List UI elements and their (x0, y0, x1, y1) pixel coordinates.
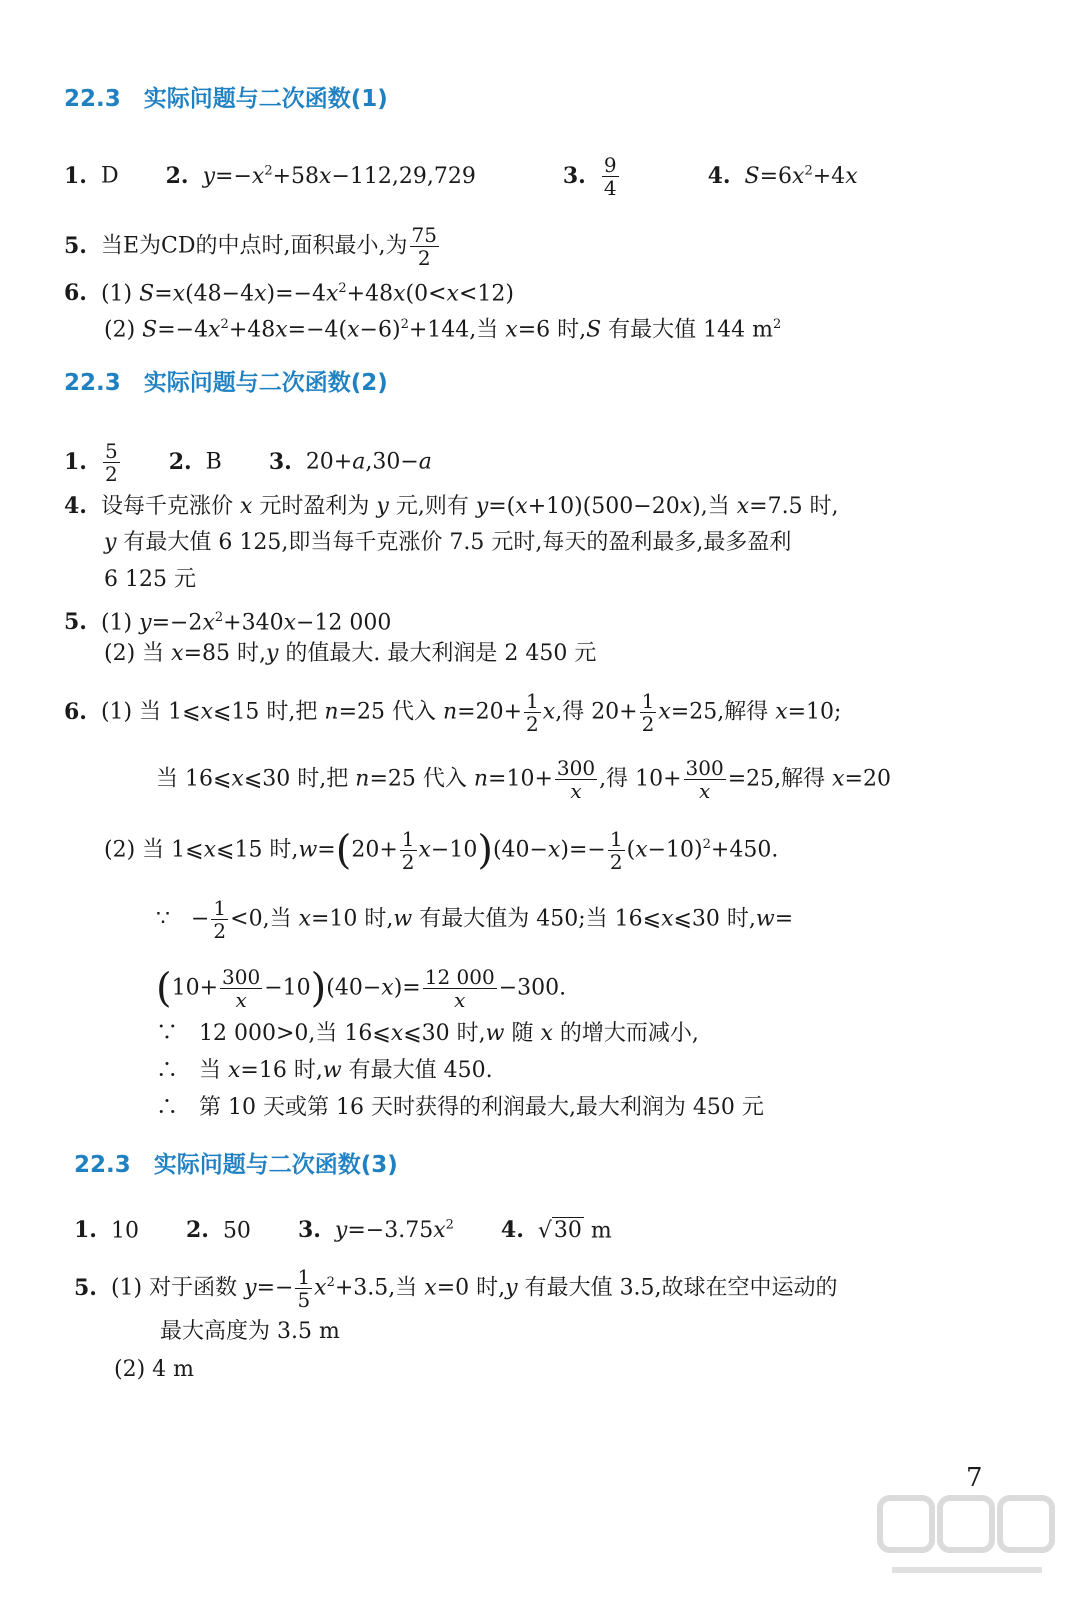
answer: B (205, 449, 222, 475)
answer-s3-q5-2: (2) 4 m (114, 1357, 195, 1382)
page-number: 7 (966, 1463, 983, 1493)
q-number: 5. (64, 609, 87, 636)
fraction: $\frac{9}{4}$ (603, 153, 617, 200)
section-title-3: 22.3 实际问题与二次函数(3) (74, 1152, 398, 1178)
answer-s2-q6-2a: (2) 当 1⩽x⩽15 时,w=(20+ $\frac{1}{2}$ x−10)(40−x)=− $\frac{1}{2}$ $(x-10)^2+450$. (104, 827, 779, 874)
q-number: 5. (64, 232, 87, 259)
answer: 20+a,30−a (305, 449, 432, 475)
answer-text: 当E为CD的中点时,面积最小,为 (100, 233, 408, 259)
q-number: 2. (185, 1217, 209, 1244)
answer: D (100, 163, 119, 189)
answer-s2-q6-2d: ∵ 12 000>0,当 16⩽x⩽30 时,w 随 x 的增大而减小, (156, 1021, 699, 1046)
q-number: 5. (74, 1274, 97, 1301)
answer-s3-q5-1b: 最大高度为 3.5 m (160, 1319, 340, 1344)
q-number: 3. (268, 448, 292, 475)
answer-s2-q6-1b: 当 16⩽x⩽30 时,把 n=25 代入 n=10+ $\frac{300}{x}$ ,得 10+ $\frac{300}{x}$ =25,解得 x=20 (156, 756, 891, 803)
watermark-logo-icon (872, 1490, 1062, 1590)
q-number: 1. (74, 1217, 97, 1244)
answer: 10 (110, 1218, 139, 1244)
answer-s2-q4-line2: y 有最大值 6 125,即当每千克涨价 7.5 元时,每天的盈利最多,最多盈利 (104, 530, 792, 555)
answers-s1-row1 (64, 154, 858, 199)
answer: $y=-3.75x^2$ (334, 1218, 454, 1244)
answer-s2-q6-2c: (10+ $\frac{300}{x}$ −10)(40−x)= $\frac{12 000}{x}$ −300. (156, 965, 567, 1012)
q-number: 6. (64, 698, 87, 725)
fraction: $\frac{75}{2}$ (411, 223, 437, 270)
answer-s2-q6-1a: 6. (1) 当 1⩽x⩽15 时,把 n=25 代入 n=20+ $\frac{1}{2}$ x,得 20+ $\frac{1}{2}$ x=25,解得 x=10; (64, 689, 842, 736)
answer-s2-q6-2e: ∴ 当 x=16 时,w 有最大值 450. (156, 1058, 493, 1083)
answer-s3-q5-1a: 5. (1) 对于函数 y=− $\frac{1}{5}$ $x^2+3.5$,当 x=0 时,y 有最大值 3.5,故球在空中运动的 (74, 1265, 838, 1312)
answer: $y=-x^2+58x-112,29,729$ (202, 163, 476, 189)
section-title-1: 22.3 实际问题与二次函数(1) (64, 86, 388, 112)
answer-s2-q4-line3: 6 125 元 (104, 567, 196, 592)
answer-s2-q6-2b: ∵ − $\frac{1}{2}$ <0,当 x=10 时,w 有最大值为 450;当 16⩽x⩽30 时,w= (156, 896, 794, 943)
q-number: 6. (64, 280, 87, 307)
answer: $S=6x^2+4x$ (744, 163, 858, 189)
section-title-2: 22.3 实际问题与二次函数(2) (64, 370, 388, 396)
q-number: 3. (297, 1217, 321, 1244)
answer-s2-q6-2f: ∴ 第 10 天或第 16 天时获得的利润最大,最大利润为 450 元 (156, 1095, 764, 1120)
answer-s2-q4-line1: 4. 设每千克涨价 x 元时盈利为 y 元,则有 y=(x+10)(500−20x),当 x=7.5 时, (64, 493, 839, 519)
answers-s3-row1 (74, 1212, 612, 1245)
answer-s1-q5 (64, 224, 441, 269)
q-number: 2. (165, 162, 189, 189)
q-number: 4. (64, 493, 87, 519)
answer-s1-q6-1: 6. (1) $S=x(48-4x)=-4x^2+48x(0<x<12)$ (64, 280, 514, 307)
q-number: 4. (500, 1217, 524, 1244)
answer: 50 (222, 1218, 251, 1244)
q-number: 1. (64, 162, 87, 189)
answer-s1-q6-2: (2) $S=-4x^2+48x=-4(x-6)^2+144$,当 x=6 时,S 有最大值 144 $m^2$ (104, 317, 782, 343)
fraction: $\frac{5}{2}$ (104, 439, 118, 486)
answer-s2-q5-2: (2) 当 x=85 时,y 的值最大. 最大利润是 2 450 元 (104, 641, 597, 666)
q-number: 1. (64, 448, 87, 475)
q-number: 3. (562, 162, 586, 189)
answer: √30 m (537, 1218, 612, 1244)
q-number: 4. (707, 162, 731, 189)
answer-s2-q5-1: 5. (1) $y=-2x^2+340x-12$ 000 (64, 609, 392, 636)
q-number: 2. (168, 448, 192, 475)
answers-s2-row1 (64, 440, 432, 485)
